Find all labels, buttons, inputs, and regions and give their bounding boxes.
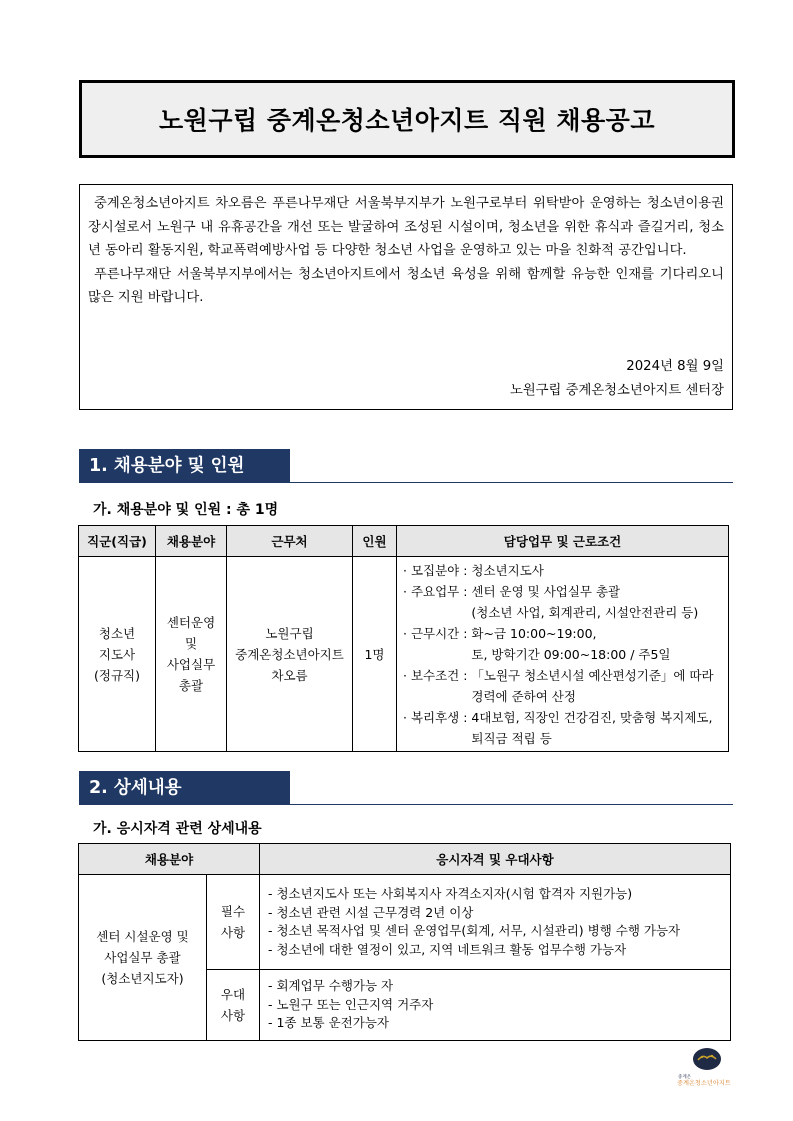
duty-item (403, 623, 724, 665)
cell-preferred (260, 970, 731, 1041)
preferred-label-line: 사항 (220, 1008, 246, 1023)
workplace-line: 중계온청소년아지트 (235, 646, 344, 662)
duty-key: · 주요업무 : (403, 584, 472, 599)
header-count: 인원 (353, 526, 397, 557)
required-item: - 청소년지도사 또는 사회복지사 자격소지자(시험 합격자 지원가능) (268, 886, 633, 901)
duty-item (403, 560, 724, 581)
duty-value: 경력에 준하여 산정 (471, 689, 576, 704)
rank-line: (정규직) (94, 667, 140, 683)
cell-duties (397, 557, 729, 752)
field-line: 사업실무 (166, 657, 216, 672)
required-item: - 청소년 관련 시설 근무경력 2년 이상 (268, 904, 474, 920)
header-rank: 직군(직급) (79, 526, 156, 557)
header-workplace: 근무처 (227, 526, 353, 557)
rank-line: 청소년 (98, 625, 136, 641)
duty-value: 「노원구 청소년시설 예산편성기준」에 따라 (471, 668, 714, 683)
field-line: 총괄 (178, 678, 204, 693)
workplace-line: 차오름 (271, 667, 308, 683)
logo-small-text: 중계온 (678, 1075, 692, 1080)
required-label-line: 필수 (220, 904, 246, 919)
rank-line: 지도사 (98, 646, 136, 662)
duty-value: 센터 운영 및 사업실무 총괄 (471, 584, 621, 599)
preferred-item: - 노원구 또는 인근지역 거주자 (268, 996, 434, 1012)
duty-value: (청소년 사업, 회계관리, 시설안전관리 등) (471, 605, 699, 620)
cell-field (156, 557, 227, 752)
field2-line: (청소년지도자) (101, 971, 184, 986)
header-field: 채용분야 (156, 526, 227, 557)
duty-key: · 모집분야 : (403, 563, 472, 578)
section-2-subheading: 가. 응시자격 관련 상세내용 (93, 821, 262, 837)
workplace-line: 노원구립 (265, 625, 314, 641)
recruitment-table (78, 525, 729, 752)
organization-logo (676, 1045, 738, 1087)
duty-item (403, 707, 724, 749)
cell-required-label (207, 875, 260, 970)
field2-line: 사업실무 총괄 (104, 950, 181, 965)
field-line: 센터운영 (166, 615, 216, 630)
field2-line: 센터 시설운영 및 (96, 929, 189, 944)
header-field2: 채용분야 (79, 844, 260, 875)
section-1-subheading: 가. 채용분야 및 인원 : 총 1명 (93, 502, 279, 518)
title-box (79, 80, 735, 158)
header-duties: 담당업무 및 근로조건 (397, 526, 729, 557)
intro-box (79, 184, 733, 410)
required-label-line: 사항 (220, 925, 246, 940)
cell-required (260, 875, 731, 970)
duty-value: 청소년지도사 (471, 563, 544, 578)
preferred-item: - 회계업무 수행가능 자 (268, 978, 394, 994)
section-1-heading: 1. 채용분야 및 인원 (79, 449, 290, 483)
qualification-table (78, 843, 731, 1041)
cell-preferred-label (207, 970, 260, 1041)
duty-value: 퇴직금 적립 등 (471, 731, 552, 746)
logo-main-text: 중계온청소년아지트 (677, 1080, 731, 1087)
cell-field2 (79, 875, 207, 1041)
cell-workplace (227, 557, 353, 752)
intro-date: 2024년 8월 9일 (626, 359, 724, 374)
duty-value: 4대보험, 직장인 건강검진, 맞춤형 복지제도, (471, 710, 713, 725)
duty-key: · 근무시간 : (403, 626, 472, 641)
intro-paragraph-1: 중계온청소년아지트 차오름은 푸른나무재단 서울북부지부가 노원구로부터 위탁받아 운영하는 청소년이용권장시설로서 노원구 내 유휴공간을 개선 또는 발굴하여 조성된 시설이며, 청소년을 위한 휴식과 즐길거리, 청소년 동아리 활동지원, 학교폭력예방사업 등 다양한 청소년 사업을 운영하고 있는 마을 친화적 공간입니다. (88, 196, 724, 258)
duty-key: · 복리후생 : (403, 710, 472, 725)
cell-count: 1명 (353, 557, 397, 752)
duty-item (403, 665, 724, 707)
intro-paragraph-2: 푸른나무재단 서울북부지부에서는 청소년아지트에서 청소년 육성을 위해 함께할 유능한 인재를 기다리오니 많은 지원 바랍니다. (88, 266, 724, 305)
duty-value: 토, 방학기간 09:00~18:00 / 주5일 (471, 647, 671, 662)
section-1-divider (79, 482, 733, 483)
duty-value: 화~금 10:00~19:00, (471, 626, 597, 641)
duty-item (403, 581, 724, 623)
field-line: 및 (184, 636, 198, 651)
cell-rank (79, 557, 156, 752)
section-2-divider (79, 804, 733, 805)
duty-key: · 보수조건 : (403, 668, 472, 683)
header-qualifications: 응시자격 및 우대사항 (260, 844, 731, 875)
section-2-heading: 2. 상세내용 (79, 771, 290, 805)
intro-signature: 노원구립 중계온청소년아지트 센터장 (510, 383, 724, 398)
required-item: - 청소년 목적사업 및 센터 운영업무(회계, 서무, 시설관리) 병행 수행 가능자 (268, 923, 681, 938)
logo-emblem-icon (676, 1045, 738, 1087)
page-title: 노원구립 중계온청소년아지트 직원 채용공고 (159, 106, 655, 135)
preferred-label-line: 우대 (220, 987, 246, 1002)
preferred-item: - 1종 보통 운전가능자 (268, 1015, 389, 1031)
required-item: - 청소년에 대한 열정이 있고, 지역 네트워크 활동 업무수행 가능자 (268, 941, 627, 957)
